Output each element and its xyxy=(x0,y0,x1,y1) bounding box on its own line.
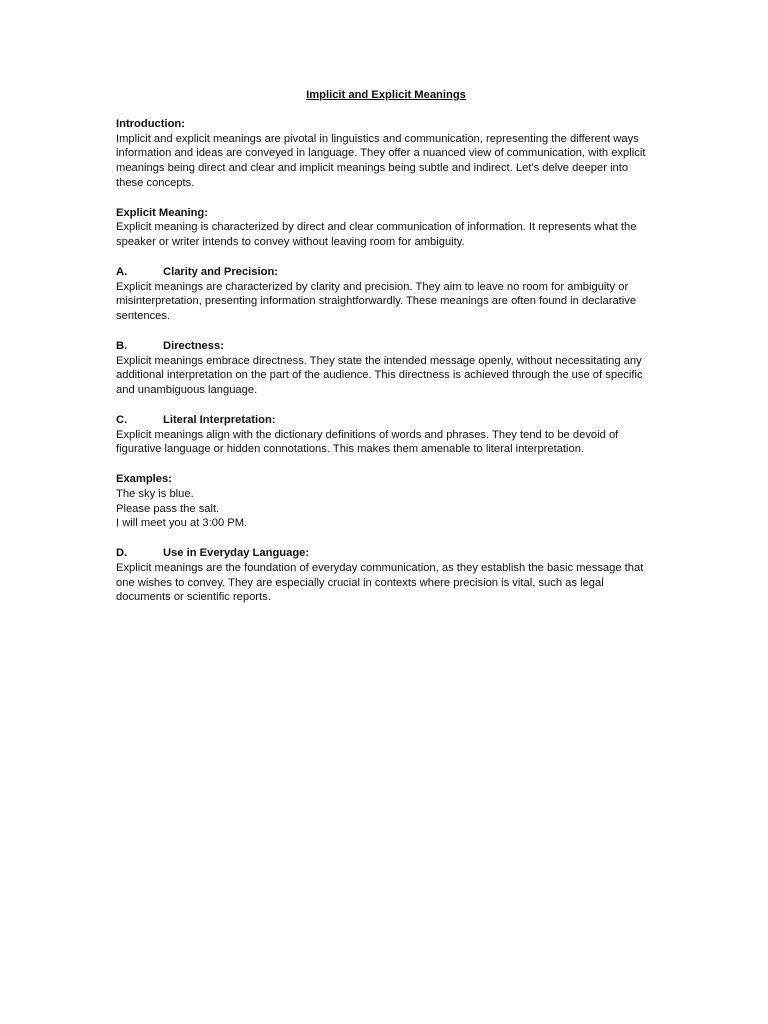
document-content xyxy=(116,88,656,620)
section-b-letter: B. xyxy=(116,339,128,352)
document-title: Implicit and Explicit Meanings xyxy=(306,89,466,101)
example-item: The sky is blue. xyxy=(116,487,194,500)
section-d xyxy=(116,546,656,605)
section-c xyxy=(116,413,656,457)
section-a-paragraph: Explicit meanings are characterized by clarity and precision. They aim to leave no room for ambiguity or misinterpretation, presenting information straightforwardly. These meanings are often found in declarative sentences. xyxy=(116,280,637,323)
examples-section xyxy=(116,472,656,531)
section-a-title: Clarity and Precision: xyxy=(163,265,279,278)
introduction-paragraph: Implicit and explicit meanings are pivotal in linguistics and communication, representing the different ways information and ideas are conveyed in language. They offer a nuanced view of communication, with explicit meanings being direct and clear and implicit meanings being subtle and indirect. Let's delve deeper into these concepts. xyxy=(116,132,646,189)
explicit-meaning-heading: Explicit Meaning: xyxy=(116,206,208,219)
section-b xyxy=(116,339,656,398)
section-b-title: Directness: xyxy=(163,339,224,352)
explicit-meaning-section xyxy=(116,206,656,250)
example-item: I will meet you at 3:00 PM. xyxy=(116,517,248,530)
section-d-heading xyxy=(116,546,656,561)
section-a xyxy=(116,265,656,324)
introduction-section xyxy=(116,117,656,191)
introduction-heading: Introduction: xyxy=(116,117,185,130)
section-c-heading xyxy=(116,413,656,428)
examples-heading: Examples: xyxy=(116,472,172,485)
section-a-letter: A. xyxy=(116,265,128,278)
section-b-heading xyxy=(116,339,656,354)
explicit-meaning-paragraph: Explicit meaning is characterized by direct and clear communication of information. It represents what the speaker or writer intends to convey without leaving room for ambiguity. xyxy=(116,221,637,249)
section-c-letter: C. xyxy=(116,413,128,426)
section-c-paragraph: Explicit meanings align with the dictionary definitions of words and phrases. They tend to be devoid of figurative language or hidden connotations. This makes them amenable to literal interpretation. xyxy=(116,428,619,456)
section-d-paragraph: Explicit meanings are the foundation of everyday communication, as they establish the basic message that one wishes to convey. They are especially crucial in contexts where precision is vital, such as legal documents or scientific reports. xyxy=(116,561,644,604)
section-c-title: Literal Interpretation: xyxy=(163,413,276,426)
section-a-heading xyxy=(116,265,656,280)
section-d-title: Use in Everyday Language: xyxy=(163,546,310,559)
section-b-paragraph: Explicit meanings embrace directness. They state the intended message openly, without necessitating any additional interpretation on the part of the audience. This directness is achieved through the use of specific and unambiguous language. xyxy=(116,354,643,397)
section-d-letter: D. xyxy=(116,546,128,559)
example-item: Please pass the salt. xyxy=(116,502,220,515)
